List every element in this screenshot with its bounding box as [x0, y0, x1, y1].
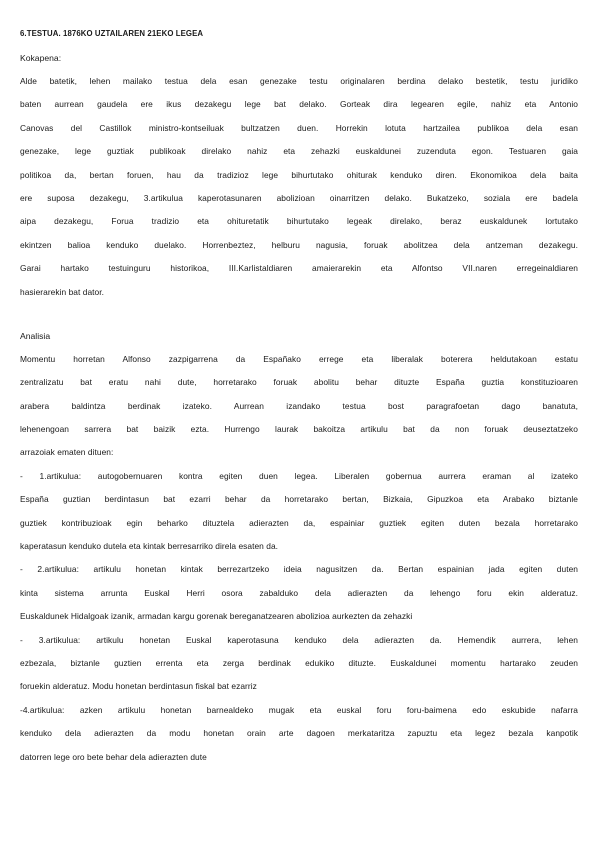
- document-title: 6.TESTUA. 1876KO UZTAILAREN 21EKO LEGEA: [20, 29, 204, 38]
- text-line: kinta sistema arrunta Euskal Herri osora zabalduko dela adierazten da lehengo foru ekin alderatuz.: [20, 587, 578, 598]
- text-line: -4.artikulua: azken artikulu honetan barnealdeko mugak eta euskal foru foru-baimena edo eskubide nafarra: [20, 704, 578, 715]
- text-line: Alde batetik, lehen mailako testua dela esan genezake testu originalaren berdina delako bestetik, testu juridiko: [20, 76, 578, 86]
- text-line: Momentu horretan Alfonso zazpigarrena da Españako errege eta liberalak boterera heldutakoan estatu: [20, 353, 578, 364]
- text-line: guztiek kontribuzioak egin beharko dituztela adierazten da, espainiar guztiek egiten duten bezala horretarako: [20, 517, 578, 528]
- text-line: ekintzen balioa kenduko duelako. Horrenbeztez, helburu nagusia, foruak abolitzea dela antzeman dezakegu.: [20, 239, 578, 250]
- text-line: aipa dezakegu, Forua tradizio eta ohituretatik bihurtutako legeak direlako, beraz euskaldunek lortutako: [20, 216, 578, 227]
- section-heading: Analisia: [20, 330, 51, 341]
- section-kokapena: [20, 47, 578, 304]
- text-line: ezbezala, biztanle guztien errenta eta zerga berdinak edukiko dituzte. Euskaldunei momentu hartarako zeuden: [20, 657, 578, 668]
- text-line: zentralizatu bat eratu nahi dute, horretarako foruak abolitu behar dituzte España guztia konstituzioaren: [20, 377, 578, 388]
- text-line: hasierarekin bat dator.: [20, 286, 105, 297]
- text-line: politikoa da, bertan foruen, hau da tradizioz lege bihurtutako ohiturak kenduko diren. Ekonomikoa dela baita: [20, 169, 578, 180]
- text-line: Garai hartako testuinguru historikoa, III.Karlistaldiaren amaierarekin eta Alfontso VII.naren erregeinaldiaren: [20, 263, 578, 274]
- section-heading: Kokapena:: [20, 53, 62, 63]
- text-line: lehenengoan sarrera bat baizik ezta. Hurrengo laurak bakoitza artikulu bat da non foruak deuseztatzeko: [20, 424, 578, 435]
- paragraph: [20, 70, 578, 304]
- text-line: - 1.artikulua: autogobernuaren kontra egiten duen legea. Liberalen gobernua aurrera eraman al izateko: [20, 470, 578, 481]
- text-line: datorren lege oro bete behar dela adierazten dute: [20, 751, 207, 762]
- text-line: kaperatasun kenduko dutela eta kintak berresarriko direla esaten da.: [20, 541, 279, 552]
- text-line: - 3.artikulua: artikulu honetan Euskal kaperotasuna kenduko dela adierazten da. Hemendik aurrera, lehen: [20, 634, 578, 645]
- text-line: Euskaldunek Hidalgoak izanik, armadan kargu gorenak bereganatzearen abolizioa aurkezten da zehazki: [20, 611, 413, 622]
- text-line: España guztian berdintasun bat ezarri behar da horretarako bertan, Bizkaia, Gipuzkoa eta Arabako biztanle: [20, 494, 578, 505]
- section-gap: [20, 304, 578, 325]
- text-line: foruekin alderatuz. Modu honetan berdintasun fiskal bat ezarriz: [20, 681, 257, 692]
- text-line: genezake, lege guztiak publikoak direlako nahiz eta zehazki euskaldunei zuzenduta egon. Testuaren gaia: [20, 146, 578, 157]
- paragraph: [20, 348, 578, 769]
- text-line: arrazoiak ematen dituen:: [20, 447, 114, 458]
- text-line: baten aurrean gaudela ere ikus dezakegu lege bat delako. Gorteak dira legearen egile, nahiz eta Antonio: [20, 99, 578, 110]
- text-line: arabera baldintza berdinak izateko. Aurrean izandako testua bost paragrafoetan dago banatuta,: [20, 400, 578, 411]
- text-line: kenduko dela adierazten da modu honetan orain arte dagoen merkataritza zapuztu eta legez bezala kanpotik: [20, 728, 578, 739]
- text-line: ere suposa dezakegu, 3.artikulua kaperotasunaren abolizioan oinarritzen delako. Bukatzeko, soziala ere badela: [20, 192, 578, 203]
- text-line: - 2.artikulua: artikulu honetan kintak berrezartzeko ideia nagusitzen da. Bertan espainian jada egiten duten: [20, 564, 578, 575]
- section-analisia: [20, 325, 578, 769]
- text-line: Canovas del Castillok ministro-kontseiluak bultzatzen duen. Horrekin lotuta hartzailea publikoa dela esan: [20, 122, 578, 133]
